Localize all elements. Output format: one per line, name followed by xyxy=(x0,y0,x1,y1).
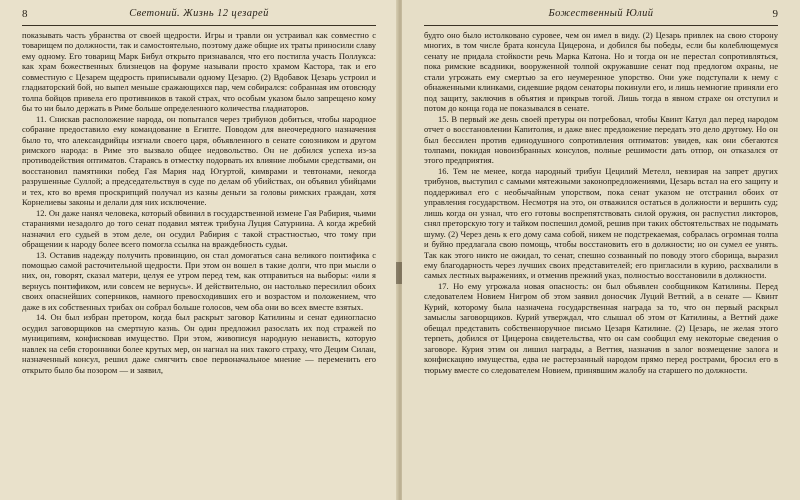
left-paragraph: показывать часть убранства от своей щедрости. Игры и травли он устраивал как совместно с товарищем по должности, так и самостоятельно, поэтому даже общие их траты приносили славу ему одному. Его товарищ Марк Бибул открыто признавался, что его постигла участь Поллукса: как храм божественных близнецов на форуме называли просто храмом Кастора, так и его совместную с Цезарем щедрость приписывали одному Цезарю. (2) Вдобавок Цезарь устроил и гладиаторский бой, но выпел меньше сражающихся пар, чем собирался: собранная им отовсюду толпа бойцов привела его противников в такой страх, что особым указом было запрещено кому бы то ни было держать в Риме больше определенного количества гладиаторов. xyxy=(22,30,376,114)
right-paragraph: 17. Но ему угрожала новая опасность: он был объявлен сообщником Катилины. Перед следователем Новием Нигром об этом заявил доносчик Луций Веттий, а в сенате — Квинт Курий, которому была назначена государственная награда за то, что он первый раскрыл замыслы заговорщиков. Курий утверждал, что слышал об этом от Катилины, а Веттий даже обещал представить собственноручное письмо Цезаря Катилине. (2) Цезарь, не желая этого терпеть, добился от Цицерона свидетельства, что он сам сообщил ему некоторые сведения о заговоре. Курия этим он лишил награды, а Веттия, назначив в залог возмещение залога и конфискацию имущества, едва не растерзанный народом прямо перед рострами, бросил его в тюрьму вместе со следователем Новием, принявшим жалобу на старшего по должности. xyxy=(424,280,778,375)
left-running-header xyxy=(22,8,376,22)
left-page-number: 8 xyxy=(22,8,28,20)
right-paragraph: 16. Тем не менее, когда народный трибун Цецилий Метелл, невзирая на запрет других трибунов, выступил с самыми мятежными законопредложениями, Цезарь встал на его защиту и поддерживал его с необычайным упорством, пока сенат указом не отстранил обоих от управления государством. Несмотря на это, он отважился остаться в должности и вершить суд; лишь когда он узнал, что его готовы воспрепятствовать силой оружия, он распустил ликторов, снял преторскую тогу и тайком поспешил домой, решив при таких обстоятельствах не подымать шуму. (2) Через день к его дому сама собой, никем не подстрекаемая, собралась огромная толпа и буйно предлагала свою помощь, чтобы восстановить его в должности; но он сумел ее унять. Так как этого никто не ожидал, то сенат, спешно созванный по поводу этого сборища, выразил ему благодарность через лучших своих представителей; его пригласили в курию, расхвалили в самых лестных выражениях, и отменив прежний указ, полностью восстановили в должности. xyxy=(424,165,778,281)
left-page-body xyxy=(22,30,376,494)
right-running-title: Божественный Юлий xyxy=(548,8,654,19)
right-running-header xyxy=(424,8,778,22)
right-header-rule xyxy=(424,25,778,26)
left-paragraph: 13. Оставив надежду получить провинцию, он стал домогаться сана великого понтифика с помощью самой расточительной щедрости. При этом он вошел в такие долги, что при мысли о них, он, говорят, сказал матери, целуя ее утром перед тем, как отправиться на выборы: «или я вернусь понтификом, или совсем не вернусь». И действительно, он настолько пересилил обоих своих опаснейших соперников, намного превосходивших его и возрастом и положением, что даже в их собственных трибах он собрал больше голосов, чем оба они во всех вместе взятых. xyxy=(22,249,376,312)
left-paragraph: 11. Снискав расположение народа, он попытался через трибунов добиться, чтобы народное собрание предоставило ему командование в Египте. Поводом для внеочередного назначения было то, что александрийцы изгнали своего царя, объявленного в сенате союзником и другом римского народа: в Риме это вызвало общее недовольство. Он не добился успеха из-за противодействия оптиматов. Стараясь в отместку подорвать их влияние любыми средствами, он восстановил памятники побед Гая Мария над Югуртой, кимврами и тевтонами, некогда разрушенные Суллой; а председательствуя в суде по делам об убийствах, он объявил убийцами и тех, кто во время проскрипций получал из казны деньги за головы римских граждан, хотя Корнелиевы законы и делали для них исключение. xyxy=(22,113,376,208)
left-page xyxy=(0,0,398,500)
right-paragraph: 15. В первый же день своей претуры он потребовал, чтобы Квинт Катул дал перед народом отчет о восстановлении Капитолия, и даже внес предложение передать это дело другому. Но он был бессилен против единодушного сопротивления оптиматов: увидев, как они сбегаются толпами, покидая новоизбранных консулов, полные решимости дать отпор, он отказался от этого предприятия. xyxy=(424,113,778,166)
left-paragraph: 12. Он даже нанял человека, который обвинил в государственной измене Гая Рабирия, чьими стараниями незадолго до того сенат подавил мятеж трибуна Луция Сатурнина. А когда жребий назначил его судьей в этом деле, он осудил Рабирия с такой страстностью, что тому при обращении к народу более всего помогла ссылка на враждебность судьи. xyxy=(22,207,376,250)
left-paragraph: 14. Он был избран претором, когда был раскрыт заговор Катилины и сенат единогласно осудил заговорщиков на смертную казнь. Он один предложил разослать их под стражей по муниципиям, конфисковав имущество. При этом, живописуя народную ненависть, которую навлек на себя сторонники более крутых мер, он нагнал на них такого страху, что Децим Силан, назначенный консул, решил даже смягчить свое первоначальное мнение — переменить его открыто было бы позором — и заявил, xyxy=(22,312,376,375)
left-header-rule xyxy=(22,25,376,26)
left-running-title: Светоний. Жизнь 12 цезарей xyxy=(129,8,269,19)
right-page xyxy=(402,0,800,500)
right-paragraph: будто оно было истолковано суровее, чем он имел в виду. (2) Цезарь привлек на свою сторону многих, в том числе брата консула Цицерона, и добился бы победы, если бы колеблющемуся сенату не придала стойкости речь Марка Катона. Но и тогда он не перестал сопротивляться, пока римские всадники, вооруженной толпой окружавшие сенат под предлогом охраны, не стали угрожать ему смертью за его неумеренное упорство. Они уже подступали к нему с обнаженными клинками, сидевшие рядом сенаторы покинули его, и лишь немногие приняли его под защиту, заключив в объятия и прикрыв тогой. Лишь тогда в явном страхе он отступил и потом до конца года не показывался в сенате. xyxy=(424,30,778,114)
right-page-number: 9 xyxy=(772,8,778,20)
right-page-body xyxy=(424,30,778,494)
